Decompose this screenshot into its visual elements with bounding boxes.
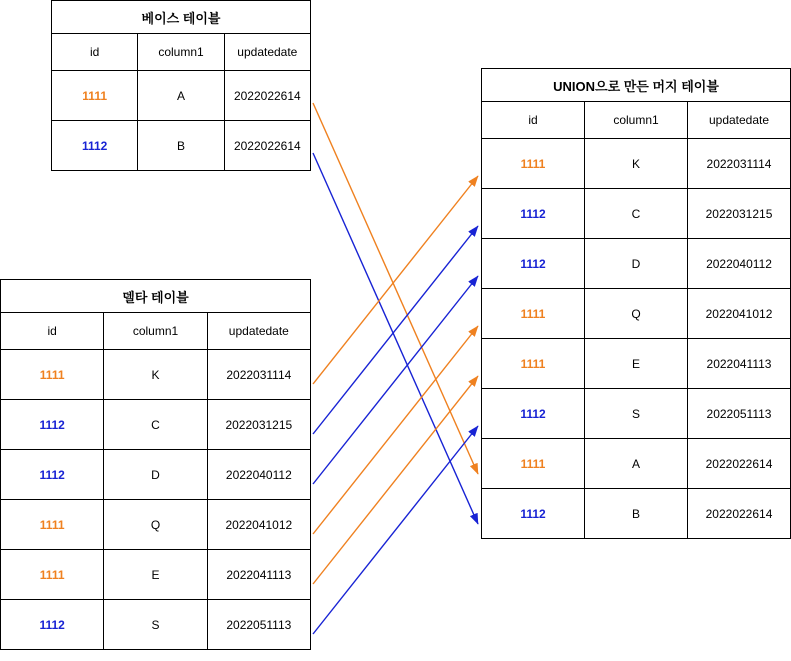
merge-table-title: UNION으로 만든 머지 테이블 [482, 69, 791, 102]
base-table-header-updatedate: updatedate [224, 34, 310, 71]
delta-table-header-updatedate: updatedate [207, 313, 310, 350]
table-row [1, 550, 311, 600]
merge-row-4-id [482, 339, 585, 389]
merge-row-6-column1: A [585, 439, 688, 489]
merge-row-0-id [482, 139, 585, 189]
delta-row-4-id [1, 550, 104, 600]
delta-row-4-updatedate: 2022041113 [207, 550, 310, 600]
table-row [482, 489, 791, 539]
id-value: 1111 [520, 456, 546, 471]
merge-row-5-id [482, 389, 585, 439]
delta-row-4-column1: E [104, 550, 207, 600]
id-value: 1112 [520, 506, 546, 521]
merge-row-3-id [482, 289, 585, 339]
delta-row-3-column1: Q [104, 500, 207, 550]
table-row [52, 121, 311, 171]
id-value: 1111 [82, 88, 108, 103]
table-row [52, 71, 311, 121]
id-value: 1111 [520, 356, 546, 371]
merge-row-1-column1: C [585, 189, 688, 239]
base-table-title: 베이스 테이블 [52, 1, 311, 34]
table-row [1, 600, 311, 650]
table-row [1, 450, 311, 500]
delta-table-title: 델타 테이블 [1, 280, 311, 313]
merge-row-6-id [482, 439, 585, 489]
id-value: 1112 [520, 256, 546, 271]
id-value: 1112 [39, 617, 65, 632]
id-value: 1111 [39, 567, 65, 582]
merge-row-4-updatedate: 2022041113 [688, 339, 791, 389]
id-value: 1112 [81, 138, 108, 153]
delta-row-5-column1: S [104, 600, 207, 650]
arrow-delta-q-to-merge-q [313, 326, 478, 534]
base-table-header-row [52, 34, 311, 71]
merge-row-3-updatedate: 2022041012 [688, 289, 791, 339]
table-row [482, 339, 791, 389]
merge-row-3-column1: Q [585, 289, 688, 339]
delta-table [0, 279, 311, 650]
id-value: 1111 [39, 367, 65, 382]
base-table [51, 0, 311, 171]
delta-row-0-column1: K [104, 350, 207, 400]
merge-row-1-updatedate: 2022031215 [688, 189, 791, 239]
delta-table-header-column1: column1 [104, 313, 207, 350]
delta-row-3-id [1, 500, 104, 550]
base-row-1-id [52, 121, 138, 171]
base-row-0-updatedate: 2022022614 [224, 71, 310, 121]
merge-row-1-id [482, 189, 585, 239]
delta-row-5-id [1, 600, 104, 650]
table-row [482, 139, 791, 189]
delta-row-2-id [1, 450, 104, 500]
id-value: 1111 [520, 156, 546, 171]
merge-row-0-updatedate: 2022031114 [688, 139, 791, 189]
id-value: 1111 [39, 517, 65, 532]
merge-row-7-updatedate: 2022022614 [688, 489, 791, 539]
merge-table-title-row [482, 69, 791, 102]
base-row-1-column1: B [138, 121, 224, 171]
table-row [482, 439, 791, 489]
merge-table-header-column1: column1 [585, 102, 688, 139]
base-table-header-column1: column1 [138, 34, 224, 71]
base-table-title-row [52, 1, 311, 34]
delta-row-3-updatedate: 2022041012 [207, 500, 310, 550]
arrow-base-a-to-merge-a [313, 103, 478, 474]
merge-row-2-column1: D [585, 239, 688, 289]
table-row [482, 289, 791, 339]
merge-row-4-column1: E [585, 339, 688, 389]
delta-row-0-id [1, 350, 104, 400]
base-row-1-updatedate: 2022022614 [224, 121, 310, 171]
arrow-delta-k-to-merge-k [313, 176, 478, 384]
base-table-header-id: id [52, 34, 138, 71]
delta-row-0-updatedate: 2022031114 [207, 350, 310, 400]
merge-row-2-id [482, 239, 585, 289]
base-row-0-id [52, 71, 138, 121]
merge-row-5-updatedate: 2022051113 [688, 389, 791, 439]
delta-row-2-updatedate: 2022040112 [207, 450, 310, 500]
delta-table-header-row [1, 313, 311, 350]
delta-row-1-column1: C [104, 400, 207, 450]
table-row [482, 239, 791, 289]
id-value: 1112 [39, 417, 65, 432]
arrow-delta-d-to-merge-d [313, 276, 478, 484]
merge-row-7-column1: B [585, 489, 688, 539]
merge-table-header-id: id [482, 102, 585, 139]
arrow-delta-c-to-merge-c [313, 226, 478, 434]
merge-row-0-column1: K [585, 139, 688, 189]
base-row-0-column1: A [138, 71, 224, 121]
merge-row-7-id [482, 489, 585, 539]
arrow-delta-s-to-merge-s [313, 426, 478, 634]
delta-table-title-row [1, 280, 311, 313]
table-row [1, 350, 311, 400]
delta-table-header-id: id [1, 313, 104, 350]
merge-table-header-row [482, 102, 791, 139]
arrow-delta-e-to-merge-e [313, 376, 478, 584]
delta-row-2-column1: D [104, 450, 207, 500]
delta-row-5-updatedate: 2022051113 [207, 600, 310, 650]
id-value: 1112 [39, 467, 65, 482]
id-value: 1111 [520, 306, 546, 321]
table-row [1, 500, 311, 550]
merge-table-header-updatedate: updatedate [688, 102, 791, 139]
table-row [482, 189, 791, 239]
merge-row-2-updatedate: 2022040112 [688, 239, 791, 289]
id-value: 1112 [520, 206, 546, 221]
merge-row-5-column1: S [585, 389, 688, 439]
delta-row-1-updatedate: 2022031215 [207, 400, 310, 450]
delta-row-1-id [1, 400, 104, 450]
merge-table [481, 68, 791, 539]
merge-row-6-updatedate: 2022022614 [688, 439, 791, 489]
table-row [482, 389, 791, 439]
id-value: 1112 [520, 406, 546, 421]
table-row [1, 400, 311, 450]
arrow-base-b-to-merge-b [313, 153, 478, 524]
